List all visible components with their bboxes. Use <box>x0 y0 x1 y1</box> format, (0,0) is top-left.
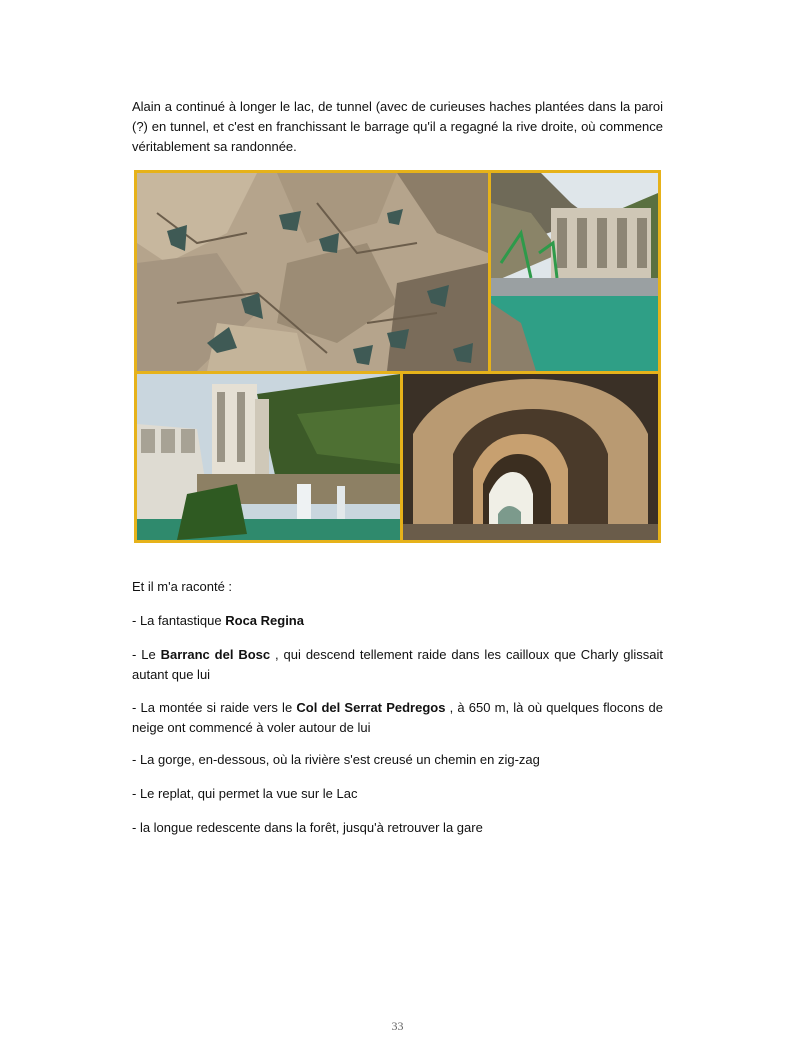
dam-lake-photo <box>491 173 658 371</box>
lead-sentence: Et il m'a raconté : <box>132 579 233 594</box>
list-item-text: - La montée si raide vers le <box>132 700 297 715</box>
list-item-text: - La gorge, en-dessous, où la rivière s'est creusé un chemin en zig-zag <box>132 752 540 767</box>
list-item-text: - Le <box>132 647 161 662</box>
list-item-text-after: , à 650 m, là où quelques flocons de neige ont commencé à voler autour de lui <box>132 700 663 735</box>
list-item-bold-name: Col del Serrat Pedregos <box>296 700 446 715</box>
list-item-col-del-serrat <box>132 698 663 738</box>
list-item-bold-name: Barranc del Bosc <box>160 647 271 662</box>
rock-tunnel-photo <box>403 374 658 540</box>
list-item-barranc-del-bosc <box>132 645 663 685</box>
dam-spillway-photo <box>137 374 400 540</box>
list-item-text: - la longue redescente dans la forêt, jusqu'à retrouver la gare <box>132 820 483 835</box>
intro-paragraph: Alain a continué à longer le lac, de tunnel (avec de curieuses haches plantées dans la paroi (?) en tunnel, et c'est en franchissant le barrage qu'il a regagné la rive droite, où commence véritablement sa randonnée. <box>132 99 663 154</box>
list-item-redescente <box>132 818 663 838</box>
list-item-gorge <box>132 750 663 770</box>
list-item-roca-regina <box>132 611 663 631</box>
list-item-replat <box>132 784 663 804</box>
list-item-text-after: , qui descend tellement raide dans les cailloux que Charly glissait autant que lui <box>132 647 664 682</box>
rock-wall-axes-photo <box>137 173 488 371</box>
list-item-text: - Le replat, qui permet la vue sur le Lac <box>132 786 358 801</box>
list-item-bold-name: Roca Regina <box>225 613 304 628</box>
list-item-text: - La fantastique <box>132 613 226 628</box>
page-number: 33 <box>391 1019 404 1033</box>
photo-collage <box>134 170 661 543</box>
